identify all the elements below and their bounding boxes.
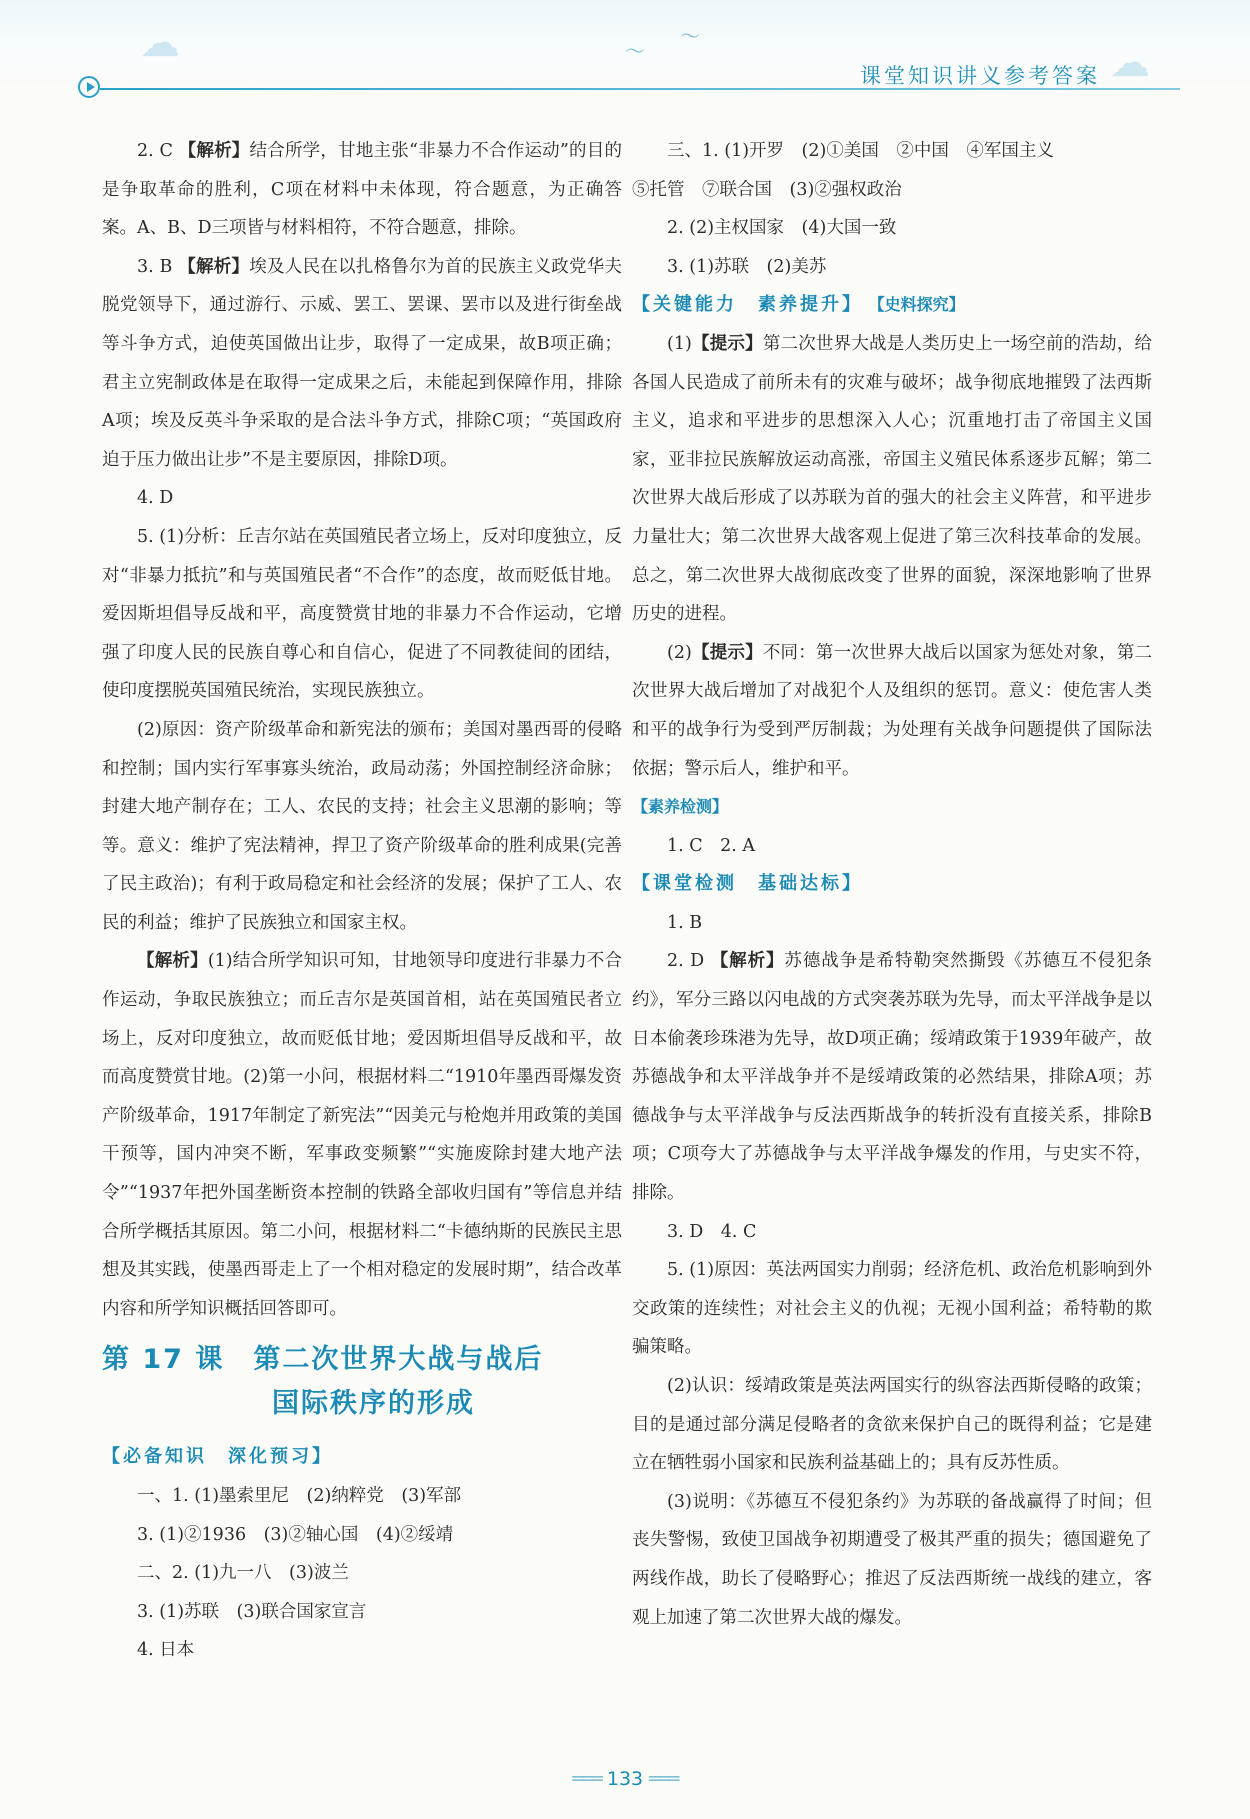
answer-4: 4. D bbox=[137, 488, 174, 509]
lesson-title: 第 17 课 第二次世界大战与战后 国际秩序的形成 bbox=[102, 1344, 544, 1420]
cloud-icon: ☁ bbox=[1110, 40, 1150, 86]
answer-2-analysis: 2. D 【解析】苏德战争是希特勒突然撕毁《苏德互不侵犯条约》，军分三路以闪电战的方式突袭苏联为先导，而太平洋战争是以日本偷袭珍珠港为先导，故D项正确；绥靖政策于1939年破产，故苏德战争和太平洋战争并不是绥靖政策的必然结果，排除A项；苏德战争与太平洋战争与反法西斯战争的转折没有直接关系，排除B项；C项夸大了苏德战争与太平洋战争爆发的作用，与史实不符，排除。 bbox=[632, 951, 1153, 1204]
header-title: 课堂知识讲义参考答案 bbox=[860, 64, 1100, 88]
list-item: 3. (1)苏联 (2)美苏 bbox=[667, 256, 827, 277]
list-item: 三、1. (1)开罗 (2)①美国 ②中国 ④军国主义 bbox=[667, 141, 1054, 161]
play-icon bbox=[78, 76, 100, 98]
answer-5-2: (2)认识：绥靖政策是英法两国实行的纵容法西斯侵略的政策；目的是通过部分满足侵略者的贪欲来保护自己的既得利益；它是建立在牺牲弱小国家和民族利益基础上的；具有反苏性质。 bbox=[632, 1376, 1152, 1474]
answer-5-2: (2)原因：资产阶级革命和新宪法的颁布；美国对墨西哥的侵略和控制；国内实行军事寡头统治，政局动荡；外国控制经济命脉；封建大地产制存在；工人、农民的支持；社会主义思潮的影响；等等。意义：维护了宪法精神，捍卫了资产阶级革命的胜利成果(完善了民主政治)；有利于政局稳定和社会经济的发展；保护了工人、农民的利益；维护了民族独立和国家主权。 bbox=[102, 719, 622, 933]
answer-5-3: (3)说明：《苏德互不侵犯条约》为苏联的备战赢得了时间；但丧失警惕，致使卫国战争初期遭受了极其严重的损失；德国避免了两线作战，助长了侵略野心；推迟了反法西斯统一战线的建立，客观上加速了第二次世界大战的爆发。 bbox=[632, 1491, 1152, 1628]
sub-heading: 【史料探究】 bbox=[868, 295, 965, 315]
answer-2: 2. C 【解析】结合所学，甘地主张“非暴力不合作运动”的目的是争取革命的胜利，C项在材料中未体现，符合题意，为正确答案。A、B、D三项皆与材料相符，不符合题意，排除。 bbox=[102, 141, 622, 239]
cloud-icon: ☁ bbox=[140, 20, 180, 66]
page-header bbox=[0, 0, 1250, 110]
bird-icon: 〜 bbox=[680, 24, 700, 48]
list-item: 3. (1)苏联 (3)联合国家宣言 bbox=[137, 1601, 367, 1622]
left-column bbox=[102, 132, 622, 1670]
answer-line: 3. D 4. C bbox=[667, 1221, 757, 1242]
answer-line: 1. C 2. A bbox=[667, 835, 756, 856]
section-heading: 【关键能力 素养提升】 bbox=[632, 294, 863, 316]
list-item: 2. (2)主权国家 (4)大国一致 bbox=[667, 218, 897, 239]
right-column bbox=[632, 132, 1152, 1637]
answer-5-1: 5. (1)分析：丘吉尔站在英国殖民者立场上，反对印度独立，反对“非暴力抵抗”和与英国殖民者“不合作”的态度，故而贬低甘地。爱因斯坦倡导反战和平，高度赞赏甘地的非暴力不合作运动，它增强了印度人民的民族自尊心和自信心，促进了不同教徒间的团结，使印度摆脱英国殖民统治，实现民族独立。 bbox=[102, 526, 622, 702]
bird-icon: 〜 bbox=[625, 39, 645, 63]
page-number: ═══ 133 ═══ bbox=[572, 1768, 678, 1790]
answer-5-1: 5. (1)原因：英法两国实力削弱；经济危机、政治危机影响到外交政策的连续性；对社会主义的仇视；无视小国利益；希特勒的欺骗策略。 bbox=[632, 1260, 1152, 1358]
section-heading: 【课堂检测 基础达标】 bbox=[632, 873, 863, 895]
list-item: 4. 日本 bbox=[137, 1640, 195, 1661]
list-item: 二、2. (1)九一八 (3)波兰 bbox=[137, 1563, 349, 1584]
hint-2: (2)【提示】不同：第一次世界大战后以国家为惩处对象，第二次世界大战后增加了对战犯个人及组织的惩罚。意义：使危害人类和平的战争行为受到严厉制裁；为处理有关战争问题提供了国际法依据；警示后人，维护和平。 bbox=[632, 642, 1153, 779]
list-item: ⑤托管 ⑦联合国 (3)②强权政治 bbox=[632, 179, 902, 200]
hint-1: (1)【提示】第二次世界大战是人类历史上一场空前的浩劫，给各国人民造成了前所未有的灾难与破坏；战争彻底地摧毁了法西斯主义，追求和平进步的思想深入人心；沉重地打击了帝国主义国家，亚非拉民族解放运动高涨，帝国主义殖民体系逐步瓦解；第二次世界大战后形成了以苏联为首的强大的社会主义阵营，和平进步力量壮大；第二次世界大战客观上促进了第三次科技革命的发展。总之，第二次世界大战彻底改变了世界的面貌，深深地影响了世界历史的进程。 bbox=[632, 333, 1153, 625]
sub-heading: 【素养检测】 bbox=[632, 797, 729, 817]
answer-line: 1. B bbox=[667, 912, 703, 933]
header-line bbox=[100, 88, 1180, 90]
list-item: 3. (1)②1936 (3)②轴心国 (4)②绥靖 bbox=[137, 1524, 454, 1545]
answer-3: 3. B 【解析】埃及人民在以扎格鲁尔为首的民族主义政党华夫脱党领导下，通过游行、示威、罢工、罢课、罢市以及进行街垒战等斗争方式，迫使英国做出让步，取得了一定成果，故B项正确；君主立宪制政体是在取得一定成果之后，未能起到保障作用，排除A项；埃及反英斗争采取的是合法斗争方式，排除C项；“英国政府迫于压力做出让步”不是主要原因，排除D项。 bbox=[102, 256, 623, 470]
answer-5-analysis: 【解析】(1)结合所学知识可知，甘地领导印度进行非暴力不合作运动，争取民族独立；而丘吉尔是英国首相，站在英国殖民者立场上，反对印度独立，故而贬低甘地；爱因斯坦倡导反战和平，故而高度赞赏甘地。(2)第一小问，根据材料二“1910年墨西哥爆发资产阶级革命，1917年制定了新宪法”“因美元与枪炮并用政策的美国干预等，国内冲突不断，军事政变频繁”“实施废除封建大地产法令”“1937年把外国垄断资本控制的铁路全部收归国有”等信息并结合所学概括其原因。第二小问，根据材料二“卡德纳斯的民族民主思想及其实践，使墨西哥走上了一个相对稳定的发展时期”，结合改革内容和所学知识概括回答即可。 bbox=[102, 951, 623, 1319]
list-item: 一、1. (1)墨索里尼 (2)纳粹党 (3)军部 bbox=[137, 1486, 462, 1506]
section-heading: 【必备知识 深化预习】 bbox=[102, 1446, 333, 1468]
